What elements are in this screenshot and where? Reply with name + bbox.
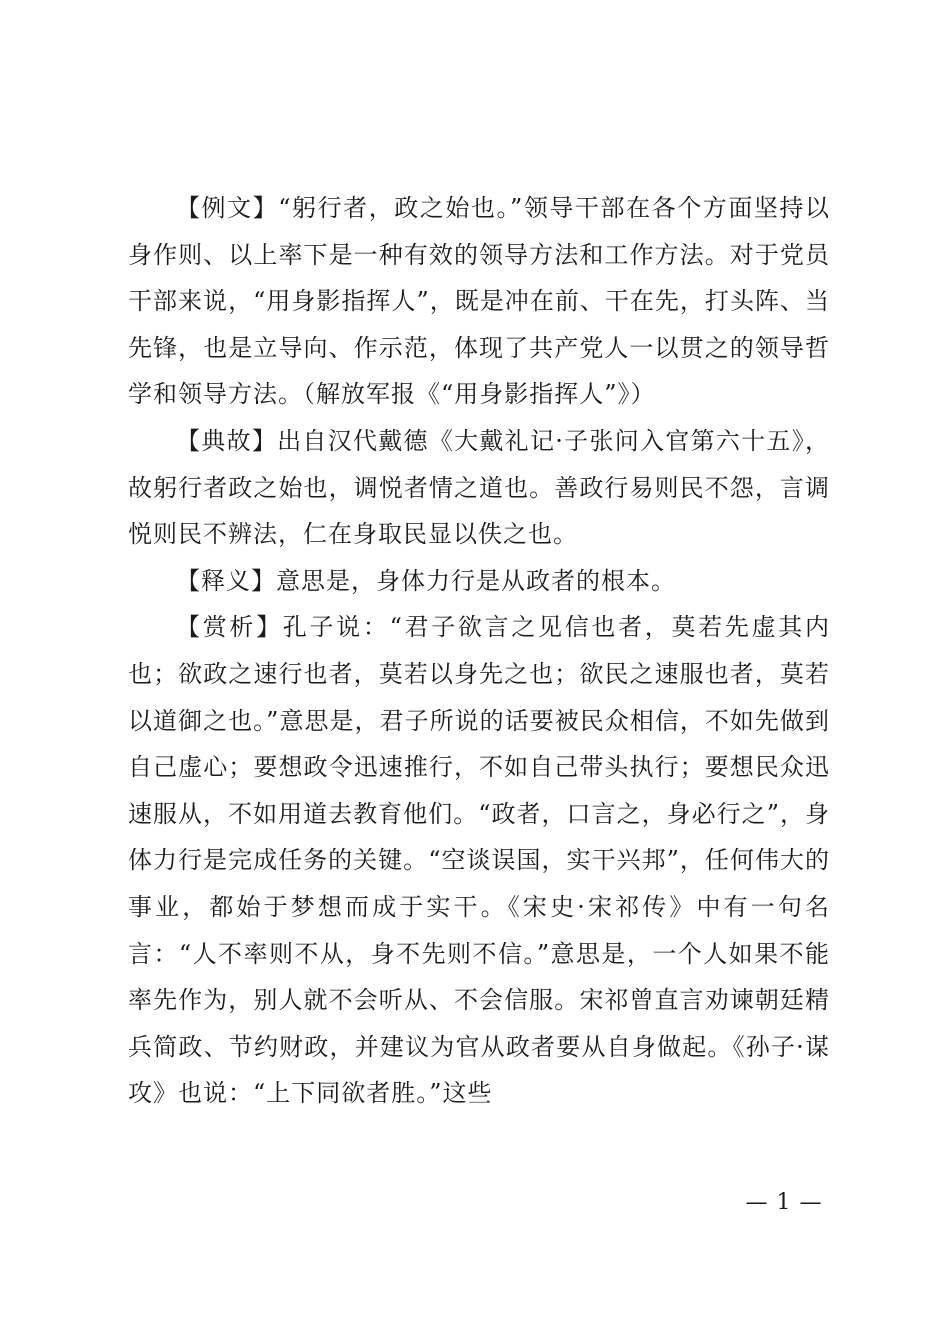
- document-body: [128, 185, 830, 1117]
- page-number: — 1 —: [745, 1190, 823, 1215]
- paragraph-explanation: 【释义】意思是，身体力行是从政者的根本。: [176, 566, 676, 595]
- paragraph-example: 【例文】“躬行者，政之始也。”领导干部在各个方面坚持以身作则、以上率下是一种有效的领导方法和工作方法。对于党员干部来说，“用身影指挥人”，既是冲在前、干在先，打头阵、当先锋，也是立导向、作示范，体现了共产党人一以贯之的领导哲学和领导方法。（解放军报《“用身影指挥人”》）: [128, 194, 830, 409]
- paragraph-allusion: 【典故】出自汉代戴德《大戴礼记·子张问入官第六十五》，故躬行者政之始也，调悦者情之道也。善政行易则民不怨，言调悦则民不辨法，仁在身取民显以佚之也。: [128, 426, 830, 549]
- paragraph-appreciation: 【赏析】孔子说：“君子欲言之见信也者，莫若先虚其内也；欲政之速行也者，莫若以身先之也；欲民之速服也者，莫若以道御之也。”意思是，君子所说的话要被民众相信，不如先做到自己虚心；要想政令迅速推行，不如自己带头执行；要想民众迅速服从，不如用道去教育他们。“政者，口言之，身必行之”，身体力行是完成任务的关键。“空谈误国，实干兴邦”，任何伟大的事业，都始于梦想而成于实干。《宋史·宋祁传》中有一句名言：“人不率则不从，身不先则不信。”意思是，一个人如果不能率先作为，别人就不会听从、不会信服。宋祁曾直言劝谏朝廷精兵简政、节约财政，并建议为官从政者要从自身做起。《孙子·谋攻》也说：“上下同欲者胜。”这些: [128, 613, 830, 1108]
